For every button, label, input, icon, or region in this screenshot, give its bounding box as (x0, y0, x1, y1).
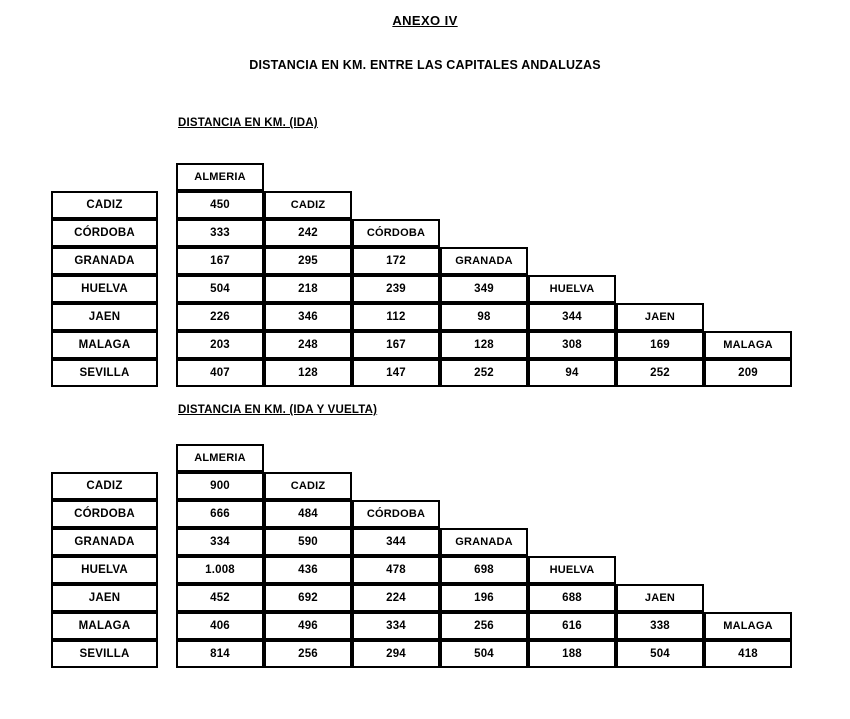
distance-cell: 252 (616, 359, 704, 387)
distance-cell: 256 (264, 640, 352, 668)
table-row (0, 359, 850, 387)
distance-cell: 478 (352, 556, 440, 584)
distance-cell: 188 (528, 640, 616, 668)
distance-cell: 407 (176, 359, 264, 387)
column-header-jaen: JAEN (616, 303, 704, 331)
column-header-crdoba: CÓRDOBA (352, 219, 440, 247)
distance-cell: 900 (176, 472, 264, 500)
column-header-granada: GRANADA (440, 247, 528, 275)
column-header-cadiz: CADIZ (264, 191, 352, 219)
distance-cell: 666 (176, 500, 264, 528)
table-row (0, 275, 850, 303)
distance-cell: 167 (176, 247, 264, 275)
distance-cell: 504 (176, 275, 264, 303)
row-label-jaen: JAEN (51, 303, 158, 331)
table-row (0, 612, 850, 640)
column-header-almeria: ALMERIA (176, 444, 264, 472)
column-header-almeria: ALMERIA (176, 163, 264, 191)
distance-cell: 196 (440, 584, 528, 612)
distance-cell: 590 (264, 528, 352, 556)
row-label-huelva: HUELVA (51, 275, 158, 303)
distance-cell: 294 (352, 640, 440, 668)
table-row (0, 472, 850, 500)
table-row (0, 584, 850, 612)
column-header-jaen: JAEN (616, 584, 704, 612)
row-label-sevilla: SEVILLA (51, 359, 158, 387)
distance-cell: 295 (264, 247, 352, 275)
distance-cell: 252 (440, 359, 528, 387)
distance-cell: 226 (176, 303, 264, 331)
table-row (0, 640, 850, 668)
row-label-crdoba: CÓRDOBA (51, 500, 158, 528)
column-header-crdoba: CÓRDOBA (352, 500, 440, 528)
distance-cell: 218 (264, 275, 352, 303)
table-row (0, 191, 850, 219)
distance-cell: 248 (264, 331, 352, 359)
column-header-granada: GRANADA (440, 528, 528, 556)
distance-cell: 334 (352, 612, 440, 640)
distance-cell: 349 (440, 275, 528, 303)
matrix-header-row (0, 444, 850, 472)
section-heading-ida: DISTANCIA EN KM. (IDA) (178, 117, 318, 129)
distance-cell: 172 (352, 247, 440, 275)
row-label-crdoba: CÓRDOBA (51, 219, 158, 247)
distance-matrix-ida-vuelta (0, 444, 850, 668)
column-header-cadiz: CADIZ (264, 472, 352, 500)
distance-cell: 688 (528, 584, 616, 612)
distance-cell: 333 (176, 219, 264, 247)
distance-cell: 1.008 (176, 556, 264, 584)
distance-cell: 406 (176, 612, 264, 640)
distance-cell: 209 (704, 359, 792, 387)
column-header-huelva: HUELVA (528, 556, 616, 584)
column-header-malaga: MALAGA (704, 612, 792, 640)
distance-cell: 224 (352, 584, 440, 612)
distance-cell: 169 (616, 331, 704, 359)
distance-cell: 504 (616, 640, 704, 668)
table-row (0, 219, 850, 247)
row-label-granada: GRANADA (51, 528, 158, 556)
document-subtitle: DISTANCIA EN KM. ENTRE LAS CAPITALES ANDALUZAS (249, 58, 601, 72)
distance-cell: 452 (176, 584, 264, 612)
distance-cell: 692 (264, 584, 352, 612)
distance-cell: 698 (440, 556, 528, 584)
row-label-malaga: MALAGA (51, 612, 158, 640)
distance-cell: 338 (616, 612, 704, 640)
distance-cell: 504 (440, 640, 528, 668)
table-row (0, 303, 850, 331)
page-title: ANEXO IV (392, 13, 458, 28)
table-row (0, 247, 850, 275)
distance-cell: 147 (352, 359, 440, 387)
row-label-jaen: JAEN (51, 584, 158, 612)
row-label-sevilla: SEVILLA (51, 640, 158, 668)
matrix-header-row (0, 163, 850, 191)
distance-cell: 112 (352, 303, 440, 331)
distance-cell: 344 (528, 303, 616, 331)
distance-cell: 814 (176, 640, 264, 668)
distance-cell: 334 (176, 528, 264, 556)
distance-cell: 344 (352, 528, 440, 556)
table-row (0, 500, 850, 528)
distance-cell: 128 (264, 359, 352, 387)
table-row (0, 331, 850, 359)
row-label-cadiz: CADIZ (51, 472, 158, 500)
column-header-huelva: HUELVA (528, 275, 616, 303)
distance-cell: 128 (440, 331, 528, 359)
table-row (0, 528, 850, 556)
distance-cell: 436 (264, 556, 352, 584)
distance-cell: 256 (440, 612, 528, 640)
row-label-malaga: MALAGA (51, 331, 158, 359)
row-label-cadiz: CADIZ (51, 191, 158, 219)
distance-cell: 346 (264, 303, 352, 331)
distance-matrix-ida (0, 163, 850, 387)
distance-cell: 308 (528, 331, 616, 359)
distance-cell: 496 (264, 612, 352, 640)
distance-cell: 418 (704, 640, 792, 668)
row-label-huelva: HUELVA (51, 556, 158, 584)
row-label-granada: GRANADA (51, 247, 158, 275)
distance-cell: 98 (440, 303, 528, 331)
distance-cell: 450 (176, 191, 264, 219)
distance-cell: 203 (176, 331, 264, 359)
distance-cell: 167 (352, 331, 440, 359)
distance-cell: 484 (264, 500, 352, 528)
column-header-malaga: MALAGA (704, 331, 792, 359)
distance-cell: 242 (264, 219, 352, 247)
distance-cell: 94 (528, 359, 616, 387)
distance-cell: 239 (352, 275, 440, 303)
distance-cell: 616 (528, 612, 616, 640)
section-heading-ida-vuelta: DISTANCIA EN KM. (IDA Y VUELTA) (178, 404, 378, 416)
table-row (0, 556, 850, 584)
